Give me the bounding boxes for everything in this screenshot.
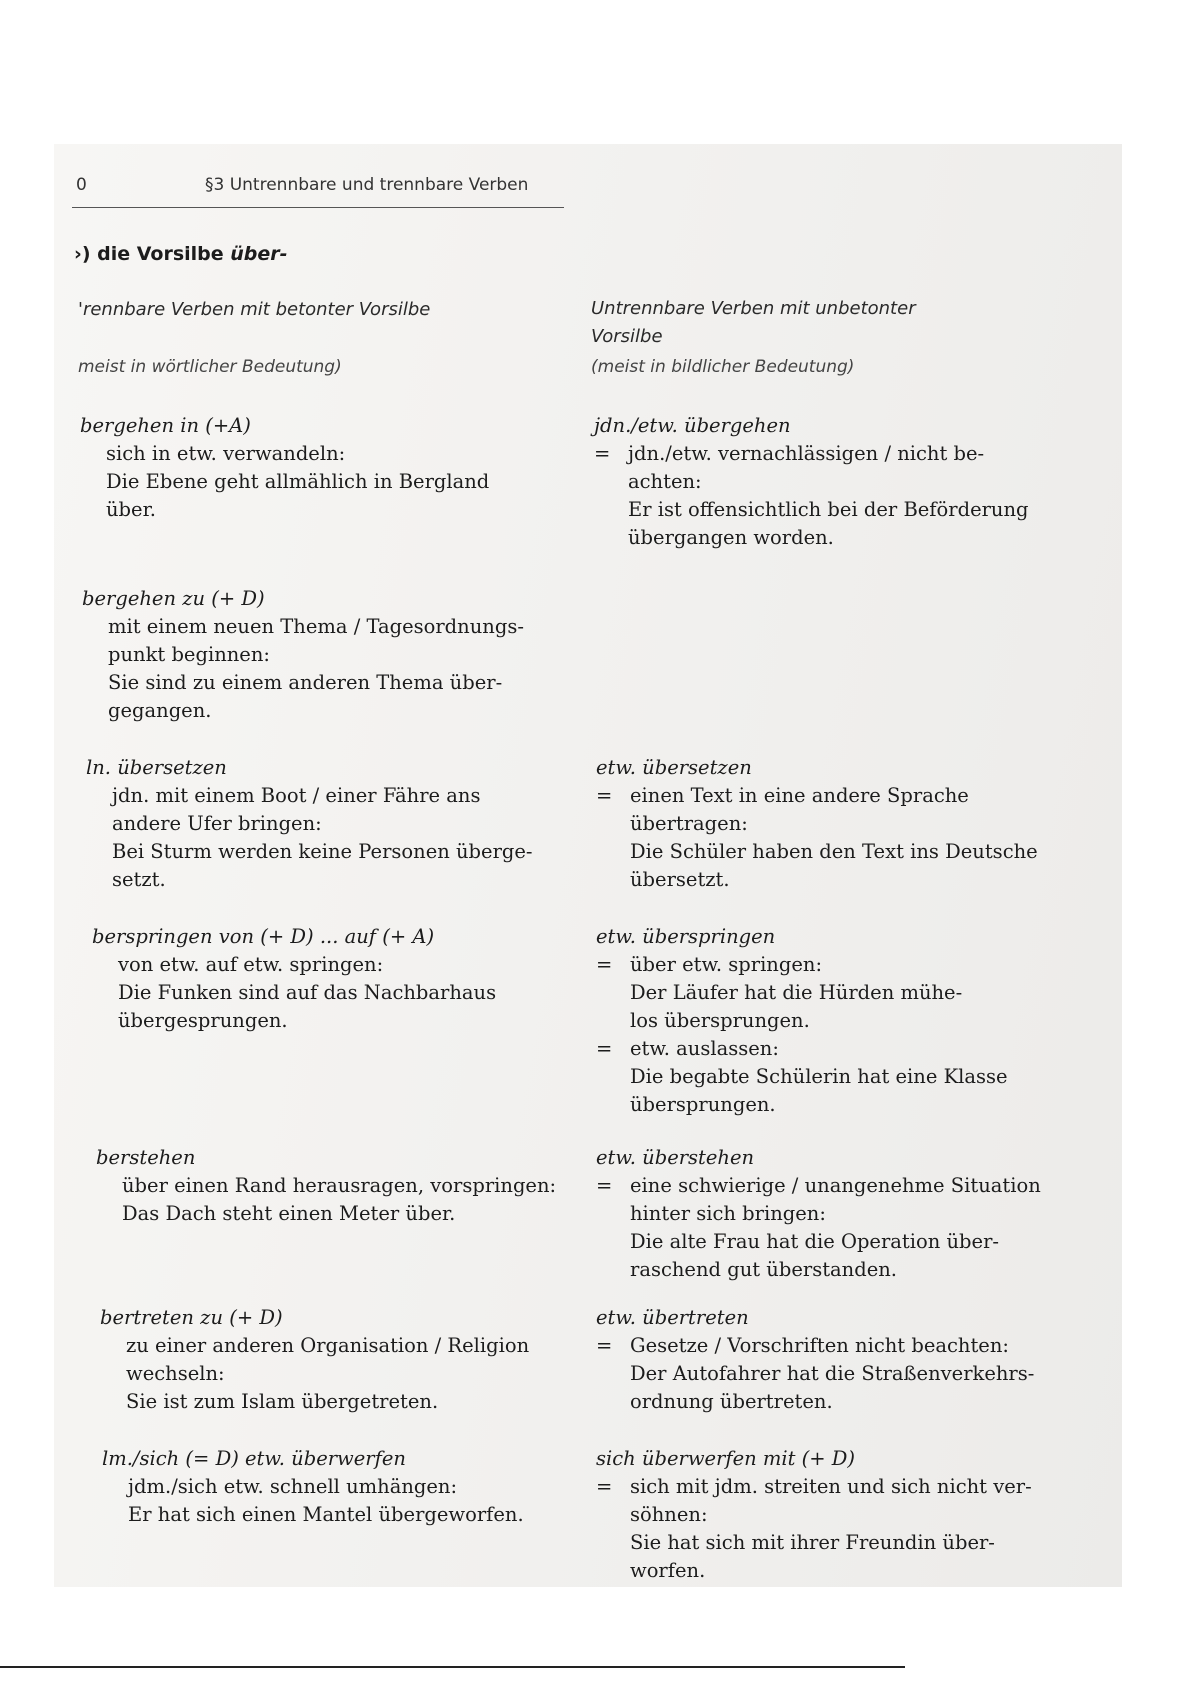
entry-line: übersprungen. (630, 1093, 776, 1116)
header-rule (72, 207, 564, 208)
section-prefix-italic: über- (230, 243, 288, 265)
entry-line: Die Ebene geht allmählich in Bergland (106, 470, 490, 493)
entry-headword: lm./sich (= D) etw. überwerfen (102, 1447, 406, 1470)
left-entry (100, 1304, 529, 1416)
entry-headword: jdn./etw. übergehen (594, 414, 791, 437)
entry-headword: berstehen (96, 1146, 196, 1169)
left-entry (92, 923, 496, 1035)
entry-headword: etw. überstehen (596, 1146, 755, 1169)
entry-line: Er ist offensichtlich bei der Beförderung (628, 498, 1029, 521)
equals-mark: = (594, 442, 611, 465)
left-entry (80, 412, 489, 524)
entry-line: gegangen. (108, 699, 212, 722)
right-entry (594, 412, 1094, 552)
entry-line: Die Funken sind auf das Nachbarhaus (118, 981, 497, 1004)
entry-line: sich mit jdm. streiten und sich nicht ver- (630, 1475, 1032, 1498)
right-heading-line: Untrennbare Verben mit unbetonter (591, 298, 916, 319)
entry-headword: etw. übertreten (596, 1306, 749, 1329)
equals-mark: = (596, 1475, 613, 1498)
right-entry (596, 1144, 1096, 1284)
right-entry (596, 1304, 1096, 1416)
entry-line: Sie ist zum Islam übergetreten. (126, 1390, 439, 1413)
entry-line: punkt beginnen: (108, 643, 270, 666)
entry-headword: sich überwerfen mit (+ D) (596, 1447, 856, 1470)
entry-line: worfen. (630, 1559, 706, 1582)
left-column-subheading: meist in wörtlicher Bedeutung) (78, 357, 342, 377)
left-column-heading: 'rennbare Verben mit betonter Vorsilbe (78, 299, 431, 320)
equals-mark: = (596, 1174, 613, 1197)
equals-mark: = (596, 784, 613, 807)
entry-line: andere Ufer bringen: (112, 812, 322, 835)
entry-line: Sie hat sich mit ihrer Freundin über- (630, 1531, 995, 1554)
entry-line: sich in etw. verwandeln: (106, 442, 346, 465)
entry-line: zu einer anderen Organisation / Religion (126, 1334, 530, 1357)
left-entry (82, 585, 524, 725)
section-prefix: ›) die Vorsilbe (74, 243, 231, 265)
entry-headword: bergehen zu (+ D) (82, 587, 265, 610)
entry-line: Der Autofahrer hat die Straßenverkehrs- (630, 1362, 1035, 1385)
entry-line: raschend gut überstanden. (630, 1258, 898, 1281)
entry-line: achten: (628, 470, 702, 493)
entry-line: einen Text in eine andere Sprache (630, 784, 969, 807)
entry-line: jdn./etw. vernachlässigen / nicht be- (628, 442, 985, 465)
entry-line: los übersprungen. (630, 1009, 810, 1032)
entry-headword: berspringen von (+ D) ... auf (+ A) (92, 925, 435, 948)
left-entry (96, 1144, 556, 1228)
page-number: 0 (76, 175, 87, 195)
entry-line: mit einem neuen Thema / Tagesordnungs- (108, 615, 524, 638)
entry-line: Bei Sturm werden keine Personen überge- (112, 840, 533, 863)
left-entry (86, 754, 533, 894)
entry-line: übersetzt. (630, 868, 730, 891)
entry-line: söhnen: (630, 1503, 708, 1526)
entry-headword: etw. übersetzen (596, 756, 752, 779)
equals-mark: = (596, 1334, 613, 1357)
entry-line: Der Läufer hat die Hürden mühe- (630, 981, 963, 1004)
entry-line: von etw. auf etw. springen: (118, 953, 384, 976)
entry-line: übergesprungen. (118, 1009, 288, 1032)
entry-line: hinter sich bringen: (630, 1202, 826, 1225)
entry-headword: bertreten zu (+ D) (100, 1306, 283, 1329)
entry-line: Sie sind zu einem anderen Thema über- (108, 671, 503, 694)
entry-line: übergangen worden. (628, 526, 834, 549)
right-column-subheading: (meist in bildlicher Bedeutung) (591, 357, 855, 377)
entry-line: Gesetze / Vorschriften nicht beachten: (630, 1334, 1009, 1357)
entry-line: Die alte Frau hat die Operation über- (630, 1230, 999, 1253)
entry-line: wechseln: (126, 1362, 225, 1385)
entry-line: eine schwierige / unangenehme Situation (630, 1174, 1041, 1197)
entry-headword: bergehen in (+A) (80, 414, 251, 437)
entry-line: Er hat sich einen Mantel übergeworfen. (128, 1503, 524, 1526)
right-column-heading (591, 295, 916, 351)
right-heading-line: Vorsilbe (591, 326, 663, 347)
entry-line: über einen Rand herausragen, vorspringen: (122, 1174, 557, 1197)
section-title (74, 243, 288, 265)
entry-headword: etw. überspringen (596, 925, 776, 948)
entry-line: etw. auslassen: (630, 1037, 779, 1060)
right-entry (596, 923, 1096, 1119)
right-entry (596, 754, 1096, 894)
right-entry (596, 1445, 1096, 1585)
entry-line: jdn. mit einem Boot / einer Fähre ans (112, 784, 481, 807)
running-title: §3 Untrennbare und trennbare Verben (205, 175, 529, 195)
left-entry (102, 1445, 524, 1529)
entry-line: setzt. (112, 868, 166, 891)
entry-line: über etw. springen: (630, 953, 823, 976)
entry-line: ordnung übertreten. (630, 1390, 833, 1413)
bottom-rule (0, 1666, 905, 1668)
entry-line: Das Dach steht einen Meter über. (122, 1202, 456, 1225)
entry-headword: ln. übersetzen (86, 756, 227, 779)
equals-mark: = (596, 953, 613, 976)
entry-line: über. (106, 498, 156, 521)
equals-mark: = (596, 1037, 613, 1060)
entry-line: Die Schüler haben den Text ins Deutsche (630, 840, 1038, 863)
entry-line: jdm./sich etw. schnell umhängen: (128, 1475, 458, 1498)
entry-line: übertragen: (630, 812, 748, 835)
entry-line: Die begabte Schülerin hat eine Klasse (630, 1065, 1008, 1088)
